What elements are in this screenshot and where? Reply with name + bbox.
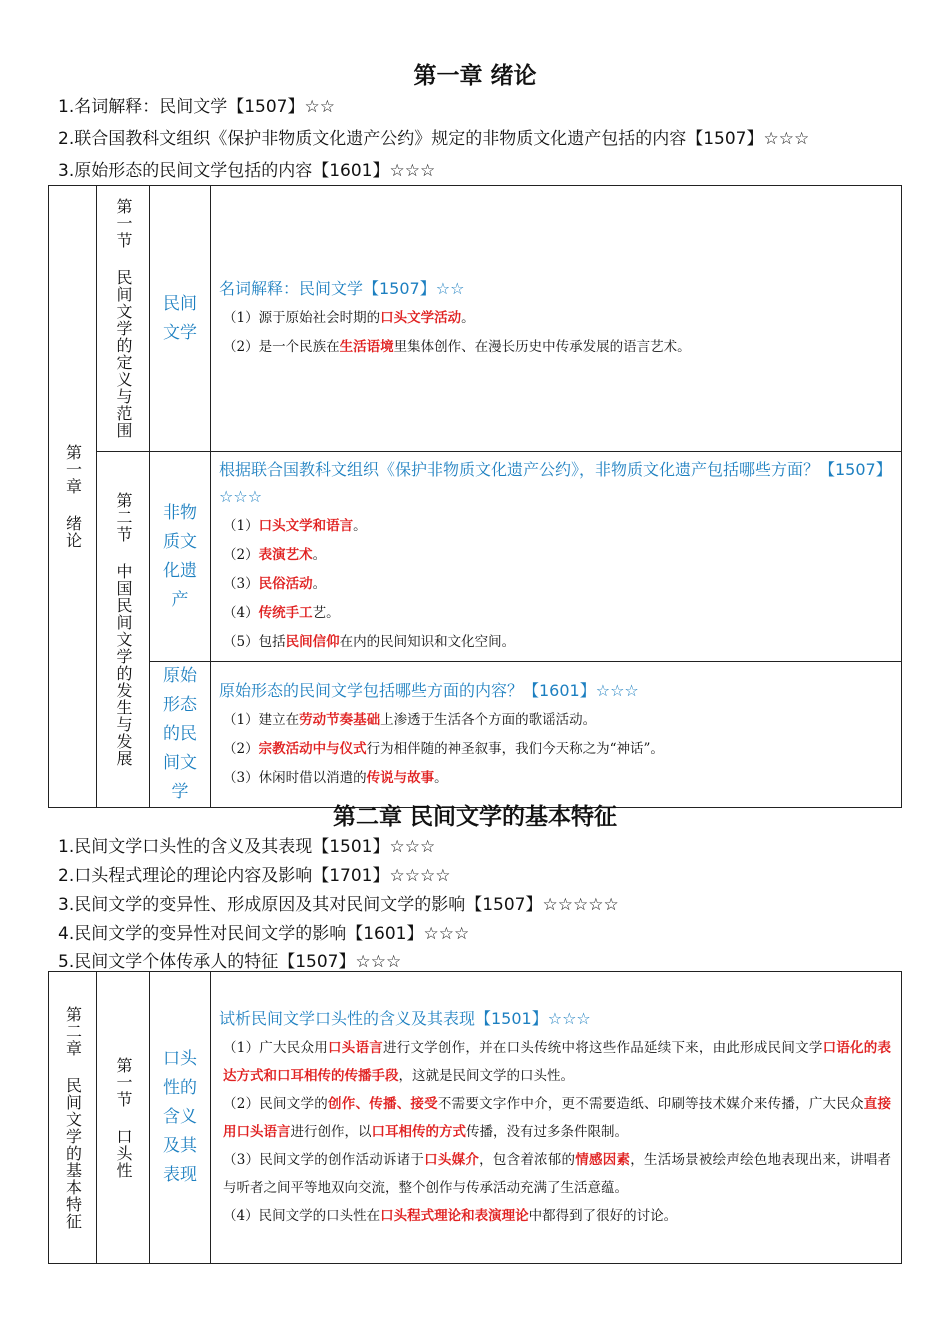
list-item: （2）宗教活动中与仪式行为相伴随的神圣叙事，我们今天称之为“神话”。 [223,740,664,757]
chapter1-label-cell [49,186,97,808]
ch2-section1-label-cell [97,972,150,1264]
body-text: （4）民间文学的口头性在 [223,1208,381,1224]
list-item: （2）表演艺术。 [223,547,327,563]
body-text: 不需要文字作中介，更不需要造纸、印刷等技术媒介来传播，广大民众 [437,1096,864,1112]
highlight-text: 口头媒介 [424,1152,480,1168]
chapter2-label: 第二章 民间文学的基本特征 [63,1005,83,1230]
ch2-s1-content [211,972,902,1264]
chapter1-title: 第一章 绪论 [413,63,537,89]
body-text: 中都得到了很好的讨论。 [528,1208,678,1224]
highlight-text: 直接用口头语言 [223,1096,892,1140]
list-item: （5）包括民间信仰在内的民间知识和文化空间。 [223,634,516,650]
ch1-topic-intangible-heritage: 非物质文化遗产 [150,452,211,662]
highlight-text: 口头语言 [328,1040,383,1056]
chapter2-question-4: 4.民间文学的变异性对民间文学的影响【1601】☆☆☆ [58,924,470,944]
ch1-section1-label: 第一节 民间文学的定义与范围 [114,198,133,439]
chapter1-table [48,185,902,808]
ch1-topic-folk-literature: 民间文学 [150,186,211,452]
list-item: （1）建立在劳动节奏基础上渗透于生活各个方面的歌谣活动。 [223,711,597,728]
highlight-text: 口语化的表达方式和口耳相传的传播手段 [223,1040,892,1084]
list-item: （1）口头文学和语言。 [223,518,367,534]
list-item: （3）民俗活动。 [223,576,327,592]
chapter2-question-2: 2.口头程式理论的理论内容及影响【1701】☆☆☆☆ [58,866,451,886]
chapter2-question-5: 5.民间文学个体传承人的特征【1507】☆☆☆ [58,952,402,972]
highlight-text: 口头程式理论和表演理论 [380,1208,529,1224]
ch1-section1-label-cell [97,186,150,452]
ch1-s1-heading: 名词解释：民间文学【1507】☆☆ [219,279,465,298]
body-text: ，生活场景被绘声绘色地表现出来，讲唱者与听者之间平等地双向交流，整个创作与传承活动充满了生活意蕴。 [223,1152,892,1196]
chapter2-label-cell [49,972,97,1264]
body-text: （3）民间文学的创作活动诉诸于 [223,1152,425,1168]
chapter2-question-1: 1.民间文学口头性的含义及其表现【1501】☆☆☆ [58,837,436,857]
chapter1-question-3: 3.原始形态的民间文学包括的内容【1601】☆☆☆ [58,161,436,181]
body-text: （1）广大民众用 [223,1040,328,1056]
body-text: （2）民间文学的 [223,1096,328,1112]
list-item [219,1202,891,1230]
list-item [219,1090,891,1146]
body-text: 传播，没有过多条件限制。 [466,1124,628,1140]
ch1-s2b-heading: 原始形态的民间文学包括哪些方面的内容？【1601】☆☆☆ [219,680,639,700]
body-text: ，包含着浓郁的 [479,1152,576,1168]
list-item: （1）源于原始社会时期的口头文学活动。 [223,310,475,326]
ch1-section2-label: 第二节 中国民间文学的发生与发展 [114,492,133,767]
chapter1-label: 第一章 绪论 [63,444,83,549]
ch2-topic-orality: 口头性的含义及其表现 [150,972,211,1264]
ch1-s2b-content [211,662,902,808]
ch1-section2-label-cell [97,452,150,808]
list-item: （2）是一个民族在生活语境里集体创作、在漫长历史中传承发展的语言艺术。 [223,339,691,355]
chapter2-table [48,971,902,1264]
chapter1-question-1: 1.名词解释：民间文学【1507】☆☆ [58,97,335,117]
highlight-text: 创作、传播、接受 [328,1096,438,1112]
chapter1-question-2: 2.联合国教科文组织《保护非物质文化遗产公约》规定的非物质文化遗产包括的内容【1507】☆☆☆ [58,129,810,149]
ch1-s2a-heading: 根据联合国教科文组织《保护非物质文化遗产公约》，非物质文化遗产包括哪些方面？【1507】☆☆☆ [219,460,884,506]
chapter2-title: 第二章 民间文学的基本特征 [332,804,617,830]
ch2-s1-heading: 试析民间文学口头性的含义及其表现【1501】☆☆☆ [219,1009,591,1028]
ch1-topic-primitive-folk-literature: 原始形态的民间文学 [150,662,211,808]
body-text: 进行文学创作，并在口头传统中将这些作品延续下来，由此形成民间文学 [382,1040,823,1056]
list-item [219,1034,891,1090]
chapter2-question-3: 3.民间文学的变异性、形成原因及其对民间文学的影响【1507】☆☆☆☆☆ [58,895,619,915]
highlight-text: 口耳相传的方式 [371,1124,466,1140]
ch2-section1-label: 第一节 口头性 [114,1056,133,1179]
list-item [219,1146,891,1202]
list-item: （3）休闲时借以消遣的传说与故事。 [223,769,448,786]
body-text: ，这就是民间文学的口头性。 [398,1068,574,1084]
body-text: 进行创作，以 [290,1124,372,1140]
list-item: （4）传统手工艺。 [223,605,340,621]
ch1-s1-content [211,186,902,452]
highlight-text: 情感因素 [575,1152,631,1168]
ch1-s2a-content [211,452,902,662]
